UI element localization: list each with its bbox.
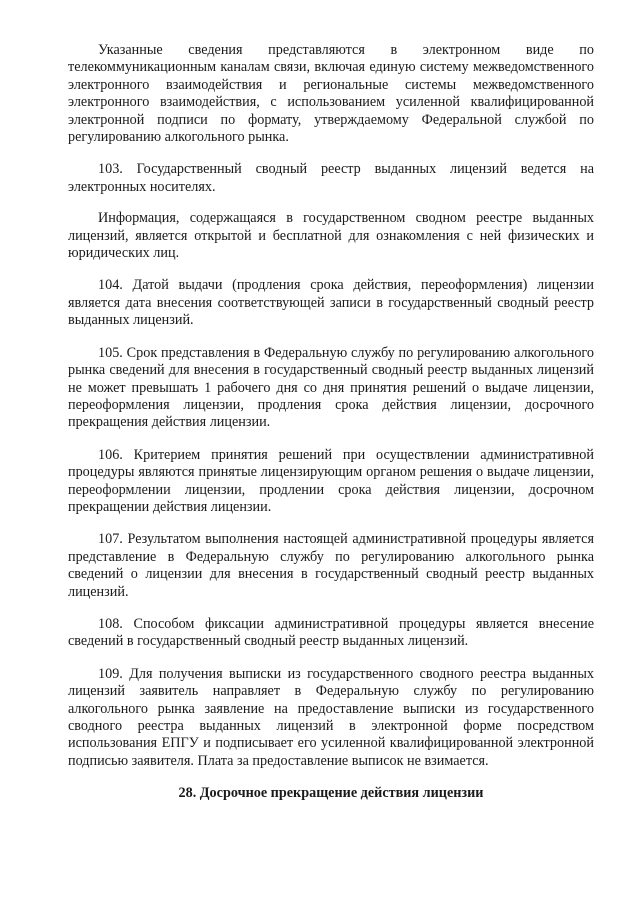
paragraph-106: 106. Критерием принятия решений при осуществлении административной процедуры являются принятые лицензирующим органом решения о выдаче лицензии, переоформлении лицензии, продлении срока действия лицензии, досрочном прекращении действия лицензии. (68, 446, 594, 515)
paragraph-105: 105. Срок представления в Федеральную службу по регулированию алкогольного рынка сведений для внесения в государственный сводный реестр выданных лицензий не может превышать 1 рабочего дня со дня принятия решений о выдаче лицензии, переоформления лицензии, продления срока действия лицензии, досрочного прекращения действия лицензии. (68, 344, 594, 431)
paragraph-electronic-submission: Указанные сведения представляются в электронном виде по телекоммуникационным каналам связи, включая единую систему межведомственного электронного взаимодействия и региональные системы межведомственного электронного взаимодействия, с использованием усиленной квалифицированной электронной подписи по формату, утверждаемому Федеральной службой по регулированию алкогольного рынка. (68, 42, 594, 146)
paragraph-103: 103. Государственный сводный реестр выданных лицензий ведется на электронных носителях. (68, 161, 594, 195)
paragraph-registry-info: Информация, содержащаяся в государственном сводном реестре выданных лицензий, является открытой и бесплатной для ознакомления с ней физических и юридических лиц. (68, 210, 594, 262)
document-page (68, 42, 594, 803)
paragraph-107: 107. Результатом выполнения настоящей административной процедуры является представление в Федеральную службу по регулированию алкогольного рынка сведений о лицензии для внесения в государственный сводный реестр выданных лицензий. (68, 531, 594, 600)
paragraph-109: 109. Для получения выписки из государственного сводного реестра выданных лицензий заявитель направляет в Федеральную службу по регулированию алкогольного рынка заявление на предоставление выписки из государственного сводного реестра выданных лицензий в электронной форме посредством использования ЕПГУ и подписывает его усиленной квалифицированной электронной подписью заявителя. Плата за предоставление выписок не взимается. (68, 665, 594, 769)
paragraph-104: 104. Датой выдачи (продления срока действия, переоформления) лицензии является дата внесения соответствующей записи в государственный сводный реестр выданных лицензий. (68, 277, 594, 329)
paragraph-108: 108. Способом фиксации административной процедуры является внесение сведений в государственный сводный реестр выданных лицензий. (68, 615, 594, 650)
section-heading: 28. Досрочное прекращение действия лицензии (178, 785, 484, 802)
